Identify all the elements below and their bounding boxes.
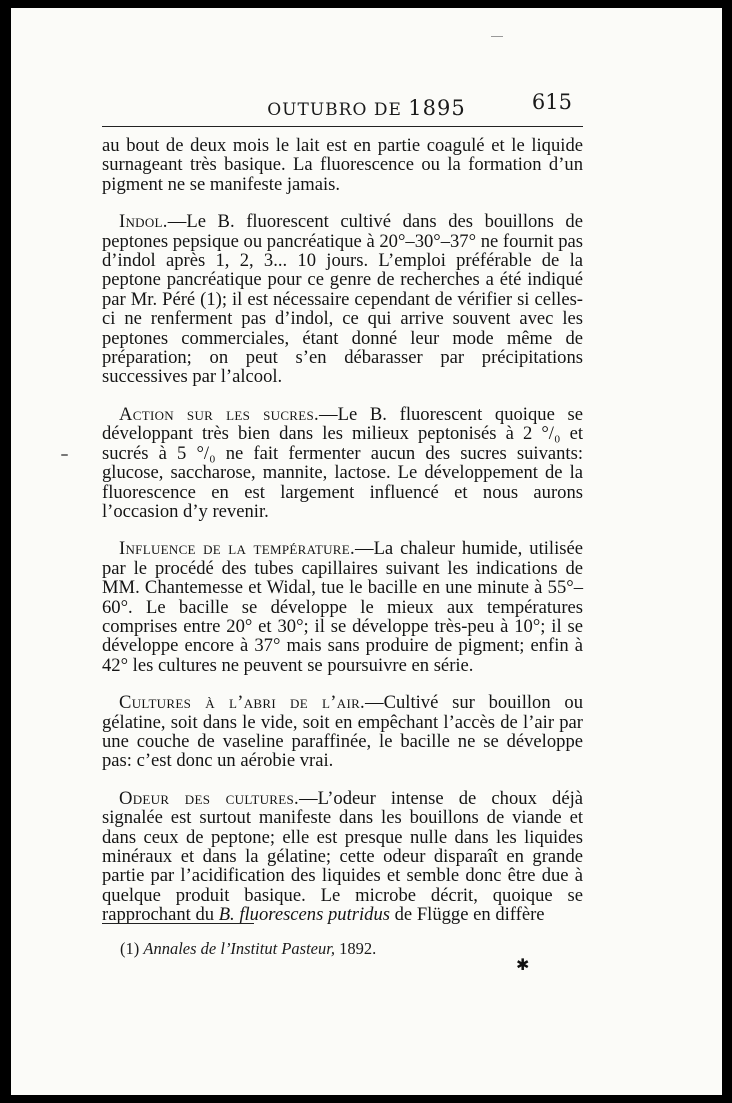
paragraph-sucres-text: —Le B. fluorescent quoique se développant très bien dans les milieux peptonisés à 2 °/₀ et sucrés à 5 °/₀ ne fait fermenter aucun des sucres suivants: glucose, saccharose, mannite, lactose. Le développement de la fluorescence en est largement influencé et nous aurons l’occasion d’y revenir.	[102, 403, 584, 522]
species-name: B. fluorescens putridus	[218, 904, 390, 926]
section-heading-indol: Indol.	[119, 211, 168, 233]
running-head	[11, 90, 722, 120]
footnote-rule	[102, 923, 254, 924]
running-title-de: DE	[373, 100, 402, 120]
paragraph-temperature	[102, 539, 583, 675]
paragraph-air	[102, 693, 583, 771]
section-heading-temperature: Influence de la température.	[119, 538, 355, 560]
paragraph-odeur-end: de Flügge en diffère	[389, 904, 545, 926]
paragraph-indol	[102, 212, 583, 387]
running-title-month: OUTUBRO	[267, 100, 368, 120]
paragraph-indol-text: —Le B. fluorescent cultivé dans des bouillons de peptones pepsique ou pancréatique à 20°–30°–37° ne fournit pas d’indol après 1, 2, 3... 10 jours. L’emploi préférable de la peptone pancréatique pour ce genre de recherches a été indiqué par Mr. Péré (1); il est nécessaire cependant de vérifier si celles-ci ne renferment pas d’indol, ce qui arrive souvent avec les peptones commerciales, étant donné leur mode même de préparation; on peut s’en débarasser par précipitations successives par l’alcool.	[102, 211, 583, 388]
paragraph-temperature-text: —La chaleur humide, utilisée par le procédé des tubes capillaires suivant les indications de MM. Chantemesse et Widal, tue le bacille en une minute à 55°–60°. Le bacille se développe le mieux aux températures comprises entre 20° et 30°; il se développe très-peu à 10°; il se développe encore à 37° mais sans produire de pigment; enfin à 42° les cultures ne peuvent se poursuivre en série.	[102, 538, 584, 676]
paragraph-continuation: au bout de deux mois le lait est en partie coagulé et le liquide surnageant très basique. La fluorescence ou la formation d’un pigment ne se manifeste jamais.	[102, 135, 583, 195]
footnote-source: Annales de l’Institut Pasteur,	[143, 939, 335, 958]
paragraph-odeur-text: —L’odeur intense de choux déjà signalée est surtout manifeste dans les bouillons de viande et dans ceux de peptone; elle est presque nulle dans les liquides minéraux et dans la gélatine; cette odeur disparaît en grande partie par l’acidification des liquides et semble donc être due à quelque produit basique. Le microbe décrit, quoique se rapprochant du	[102, 787, 583, 926]
page-number: 615	[531, 90, 572, 114]
asterisk-ornament-icon: ✱	[516, 955, 530, 974]
document-page	[11, 8, 722, 1095]
header-rule	[102, 126, 583, 127]
section-heading-odeur: Odeur des cultures.	[119, 787, 299, 809]
body-text	[102, 136, 583, 925]
paragraph-sucres	[102, 405, 583, 521]
running-title-year: 1895	[408, 96, 466, 120]
running-title	[11, 96, 722, 120]
section-heading-sucres: Action sur les sucres.	[119, 403, 319, 425]
footnote-marker: (1)	[120, 939, 140, 958]
margin-mark	[491, 36, 503, 37]
paragraph-odeur	[102, 789, 583, 925]
paragraph-air-text: —Cultivé sur bouillon ou gélatine, soit dans le vide, soit en empêchant l’accès de l’air par une couche de vaseline paraffinée, le bacille ne se développe pas: c’est donc un aérobie vrai.	[102, 692, 583, 772]
section-heading-air: Cultures à l’abri de l’air.	[119, 692, 366, 714]
ink-speck	[61, 454, 68, 456]
footnote	[120, 939, 376, 959]
footnote-year: 1892.	[339, 939, 377, 958]
